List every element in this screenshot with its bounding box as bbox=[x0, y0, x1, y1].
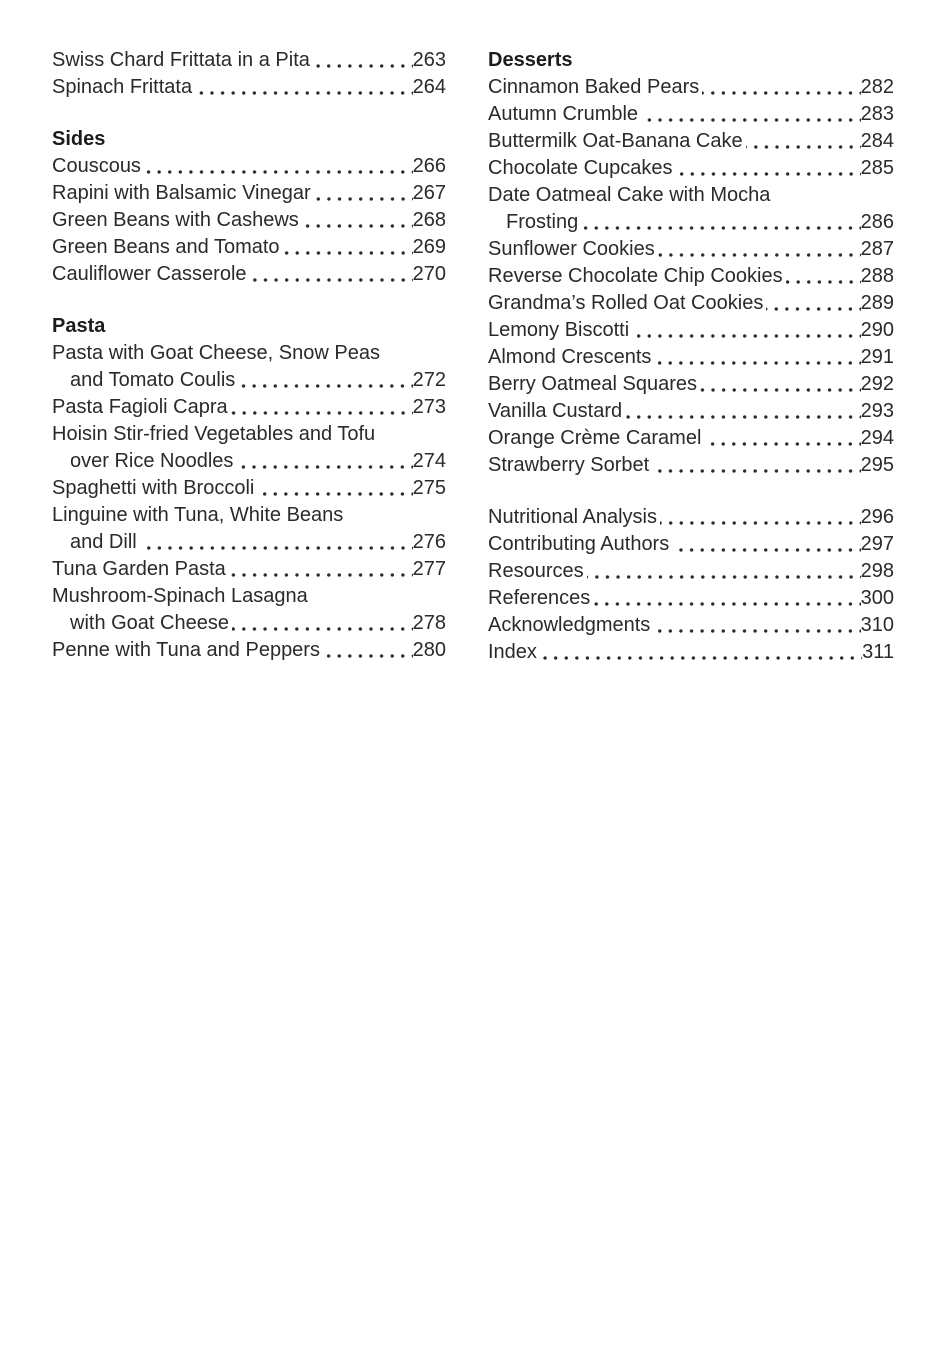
leader-dots bbox=[658, 236, 861, 263]
leader-dots bbox=[654, 344, 860, 371]
toc-entry bbox=[488, 317, 894, 344]
entry-page-number: 273 bbox=[412, 396, 446, 418]
section-heading: Sides bbox=[52, 128, 106, 150]
entry-page-number: 310 bbox=[860, 614, 894, 636]
leader-dots bbox=[587, 558, 861, 585]
leader-dots bbox=[653, 612, 860, 639]
toc-entry-line bbox=[488, 128, 894, 155]
toc-column-right bbox=[488, 47, 894, 666]
toc-entry bbox=[488, 236, 894, 263]
entry-page-number: 275 bbox=[412, 477, 446, 499]
entry-continuation: over Rice Noodles bbox=[70, 450, 234, 472]
toc-entry bbox=[52, 180, 446, 207]
leader-dots bbox=[257, 475, 412, 502]
toc-entry-line bbox=[488, 452, 894, 479]
entry-page-number: 277 bbox=[412, 558, 446, 580]
toc-entry bbox=[488, 371, 894, 398]
toc-entry-line bbox=[488, 504, 894, 531]
toc-entry-line bbox=[52, 207, 446, 234]
toc-entry bbox=[488, 101, 894, 128]
toc-entry-line bbox=[488, 263, 894, 290]
toc-entry bbox=[488, 639, 894, 666]
entry-title: Rapini with Balsamic Vinegar bbox=[52, 182, 311, 204]
toc-entry bbox=[52, 637, 446, 664]
entry-page-number: 286 bbox=[860, 211, 894, 233]
leader-dots bbox=[593, 585, 860, 612]
leader-dots bbox=[672, 531, 860, 558]
leader-dots bbox=[195, 74, 413, 101]
toc-entry bbox=[52, 207, 446, 234]
entry-title: Hoisin Stir-fried Vegetables and Tofu bbox=[52, 423, 376, 445]
toc-section bbox=[52, 313, 446, 664]
toc-entry bbox=[52, 153, 446, 180]
toc-entry bbox=[488, 74, 894, 101]
leader-dots bbox=[702, 74, 860, 101]
entry-page-number: 288 bbox=[860, 265, 894, 287]
leader-dots bbox=[313, 47, 413, 74]
entry-title: Reverse Chocolate Chip Cookies bbox=[488, 265, 783, 287]
toc-entry-line-continuation bbox=[488, 209, 894, 236]
toc-entry bbox=[52, 234, 446, 261]
leader-dots bbox=[641, 101, 861, 128]
toc-entry-line bbox=[488, 101, 894, 128]
toc-entry bbox=[488, 504, 894, 531]
entry-page-number: 297 bbox=[860, 533, 894, 555]
entry-title: Penne with Tuna and Peppers bbox=[52, 639, 320, 661]
entry-page-number: 292 bbox=[860, 373, 894, 395]
entry-page-number: 269 bbox=[412, 236, 446, 258]
toc-entry-line-continuation bbox=[52, 367, 446, 394]
toc-entry bbox=[488, 398, 894, 425]
toc-entry-line bbox=[52, 421, 446, 448]
toc-entry-line bbox=[52, 502, 446, 529]
toc-entry-line bbox=[488, 236, 894, 263]
toc-entry bbox=[52, 475, 446, 502]
entry-title: Buttermilk Oat-Banana Cake bbox=[488, 130, 743, 152]
entry-title: Autumn Crumble bbox=[488, 103, 639, 125]
entry-title: Orange Crème Caramel bbox=[488, 427, 702, 449]
entry-page-number: 278 bbox=[412, 612, 446, 634]
toc-entry-line bbox=[52, 475, 446, 502]
entry-page-number: 284 bbox=[860, 130, 894, 152]
entry-page-number: 266 bbox=[412, 155, 446, 177]
toc-entry-line bbox=[488, 558, 894, 585]
toc-entry bbox=[488, 155, 894, 182]
entry-title: Date Oatmeal Cake with Mocha bbox=[488, 184, 771, 206]
toc-entry-line-continuation bbox=[52, 610, 446, 637]
entry-title: Green Beans and Tomato bbox=[52, 236, 280, 258]
entry-title: Swiss Chard Frittata in a Pita bbox=[52, 49, 310, 71]
toc-column-left bbox=[52, 47, 446, 666]
leader-dots bbox=[540, 639, 862, 666]
toc-entry-line bbox=[52, 234, 446, 261]
entry-page-number: 282 bbox=[860, 76, 894, 98]
toc-entry-line-continuation bbox=[52, 529, 446, 556]
leader-dots bbox=[283, 234, 413, 261]
toc-entry-line bbox=[52, 556, 446, 583]
toc-entry bbox=[52, 583, 446, 637]
toc-entry-line bbox=[488, 425, 894, 452]
entry-title: Green Beans with Cashews bbox=[52, 209, 299, 231]
leader-dots bbox=[700, 371, 861, 398]
toc-entry-line bbox=[52, 261, 446, 288]
toc-entry bbox=[488, 531, 894, 558]
leader-dots bbox=[581, 209, 860, 236]
entry-title: Contributing Authors bbox=[488, 533, 670, 555]
toc-entry bbox=[488, 612, 894, 639]
entry-page-number: 276 bbox=[412, 531, 446, 553]
toc-entry-line bbox=[488, 398, 894, 425]
toc-section bbox=[52, 126, 446, 288]
section-heading: Pasta bbox=[52, 315, 106, 337]
toc-entry bbox=[52, 47, 446, 74]
leader-dots bbox=[786, 263, 861, 290]
toc-entry bbox=[52, 421, 446, 475]
toc-entry-line bbox=[488, 155, 894, 182]
toc-entry-line bbox=[52, 153, 446, 180]
entry-title: References bbox=[488, 587, 591, 609]
toc-entry-line bbox=[52, 394, 446, 421]
leader-dots bbox=[229, 556, 413, 583]
toc-entry-line bbox=[52, 74, 446, 101]
toc-entry-line bbox=[488, 371, 894, 398]
entry-page-number: 290 bbox=[860, 319, 894, 341]
entry-page-number: 296 bbox=[860, 506, 894, 528]
leader-dots bbox=[625, 398, 860, 425]
entry-page-number: 263 bbox=[412, 49, 446, 71]
entry-page-number: 311 bbox=[862, 641, 894, 663]
toc-entry-line bbox=[488, 290, 894, 317]
leader-dots bbox=[652, 452, 860, 479]
leader-dots bbox=[140, 529, 413, 556]
entry-title: Cinnamon Baked Pears bbox=[488, 76, 700, 98]
toc-entry bbox=[488, 344, 894, 371]
leader-dots bbox=[144, 153, 413, 180]
entry-title: Strawberry Sorbet bbox=[488, 454, 650, 476]
toc-section bbox=[488, 504, 894, 666]
entry-page-number: 287 bbox=[860, 238, 894, 260]
entry-page-number: 274 bbox=[412, 450, 446, 472]
entry-title: Pasta Fagioli Capra bbox=[52, 396, 228, 418]
leader-dots bbox=[632, 317, 860, 344]
leader-dots bbox=[314, 180, 413, 207]
leader-dots bbox=[302, 207, 413, 234]
toc-section bbox=[488, 47, 894, 479]
toc-entry bbox=[52, 74, 446, 101]
entry-title: Pasta with Goat Cheese, Snow Peas bbox=[52, 342, 380, 364]
toc-entry bbox=[52, 502, 446, 556]
toc-entry bbox=[488, 558, 894, 585]
entry-title: Couscous bbox=[52, 155, 141, 177]
toc-entry bbox=[52, 261, 446, 288]
toc-entry bbox=[488, 425, 894, 452]
toc-entry bbox=[488, 452, 894, 479]
leader-dots bbox=[660, 504, 861, 531]
entry-continuation: Frosting bbox=[506, 211, 579, 233]
leader-dots bbox=[676, 155, 861, 182]
toc-columns bbox=[0, 0, 950, 666]
entry-title: Spinach Frittata bbox=[52, 76, 193, 98]
toc-entry-line bbox=[488, 612, 894, 639]
toc-entry-line bbox=[488, 344, 894, 371]
toc-entry-line bbox=[52, 583, 446, 610]
leader-dots bbox=[232, 610, 413, 637]
entry-title: Linguine with Tuna, White Beans bbox=[52, 504, 344, 526]
entry-page-number: 267 bbox=[412, 182, 446, 204]
leader-dots bbox=[236, 448, 412, 475]
entry-page-number: 295 bbox=[860, 454, 894, 476]
entry-continuation: and Dill bbox=[70, 531, 137, 553]
entry-page-number: 285 bbox=[860, 157, 894, 179]
entry-title: Chocolate Cupcakes bbox=[488, 157, 673, 179]
toc-entry-line bbox=[52, 180, 446, 207]
toc-section bbox=[52, 47, 446, 101]
entry-continuation: and Tomato Coulis bbox=[70, 369, 236, 391]
entry-title: Lemony Biscotti bbox=[488, 319, 630, 341]
toc-entry-line bbox=[488, 317, 894, 344]
entry-title: Resources bbox=[488, 560, 584, 582]
leader-dots bbox=[250, 261, 413, 288]
entry-page-number: 283 bbox=[860, 103, 894, 125]
toc-entry-line bbox=[488, 531, 894, 558]
section-heading: Desserts bbox=[488, 49, 573, 71]
toc-entry-line bbox=[488, 74, 894, 101]
toc-entry bbox=[488, 128, 894, 155]
toc-entry-line bbox=[52, 637, 446, 664]
entry-continuation: with Goat Cheese bbox=[70, 612, 229, 634]
entry-title: Nutritional Analysis bbox=[488, 506, 657, 528]
leader-dots bbox=[231, 394, 413, 421]
entry-page-number: 300 bbox=[860, 587, 894, 609]
leader-dots bbox=[238, 367, 412, 394]
toc-entry-line bbox=[488, 585, 894, 612]
entry-page-number: 289 bbox=[860, 292, 894, 314]
entry-title: Tuna Garden Pasta bbox=[52, 558, 226, 580]
toc-entry bbox=[488, 263, 894, 290]
entry-page-number: 268 bbox=[412, 209, 446, 231]
leader-dots bbox=[704, 425, 860, 452]
entry-title: Vanilla Custard bbox=[488, 400, 623, 422]
entry-title: Almond Crescents bbox=[488, 346, 652, 368]
entry-title: Cauliflower Casserole bbox=[52, 263, 247, 285]
entry-title: Index bbox=[488, 641, 537, 663]
entry-page-number: 298 bbox=[860, 560, 894, 582]
entry-page-number: 270 bbox=[412, 263, 446, 285]
entry-page-number: 280 bbox=[412, 639, 446, 661]
entry-title: Sunflower Cookies bbox=[488, 238, 655, 260]
entry-page-number: 294 bbox=[860, 427, 894, 449]
toc-entry bbox=[488, 182, 894, 236]
entry-title: Mushroom-Spinach Lasagna bbox=[52, 585, 308, 607]
leader-dots bbox=[323, 637, 413, 664]
entry-title: Acknowledgments bbox=[488, 614, 651, 636]
toc-entry bbox=[52, 340, 446, 394]
entry-page-number: 293 bbox=[860, 400, 894, 422]
leader-dots bbox=[746, 128, 861, 155]
toc-entry bbox=[52, 394, 446, 421]
toc-entry bbox=[488, 585, 894, 612]
entry-title: Grandma’s Rolled Oat Cookies bbox=[488, 292, 764, 314]
entry-page-number: 291 bbox=[860, 346, 894, 368]
toc-entry bbox=[52, 556, 446, 583]
toc-entry-line bbox=[488, 182, 894, 209]
toc-entry-line bbox=[52, 47, 446, 74]
entry-page-number: 264 bbox=[412, 76, 446, 98]
toc-entry-line-continuation bbox=[52, 448, 446, 475]
entry-page-number: 272 bbox=[412, 369, 446, 391]
entry-title: Spaghetti with Broccoli bbox=[52, 477, 255, 499]
toc-entry bbox=[488, 290, 894, 317]
toc-entry-line bbox=[52, 340, 446, 367]
entry-title: Berry Oatmeal Squares bbox=[488, 373, 697, 395]
toc-entry-line bbox=[488, 639, 894, 666]
leader-dots bbox=[766, 290, 860, 317]
